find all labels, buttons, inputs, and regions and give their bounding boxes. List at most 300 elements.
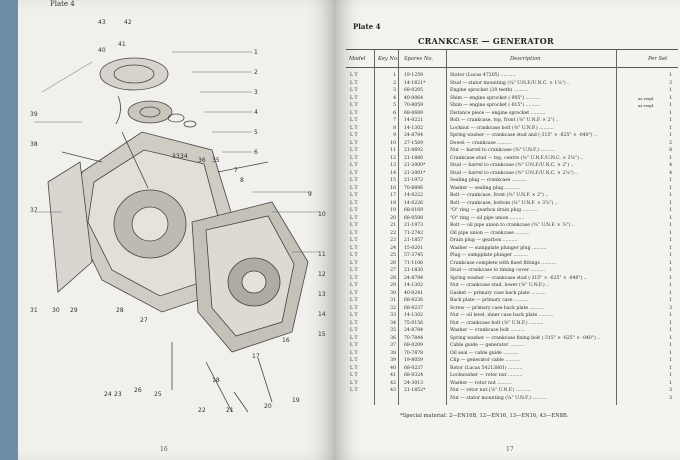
row-qty: 1 xyxy=(669,118,672,123)
table-row xyxy=(346,73,680,80)
row-qty: 3 xyxy=(669,395,672,401)
row-spares-no: 68-0237 xyxy=(404,305,424,311)
row-description: Plug — sumpplate plunger .......... xyxy=(450,253,529,258)
table-row xyxy=(346,148,680,155)
row-key-no: 35 xyxy=(390,328,396,333)
table-row xyxy=(346,343,680,350)
row-key-no: 9 xyxy=(393,133,396,138)
row-key-no: 16 xyxy=(390,185,396,191)
col-part-header: Spares No. xyxy=(404,56,434,62)
row-model: L T xyxy=(350,283,358,288)
row-model: L T xyxy=(350,155,358,161)
row-description: Nut — stator mounting (¼" U.N.F.) .......... xyxy=(450,395,547,401)
table-row xyxy=(346,246,680,253)
table-row xyxy=(346,396,680,403)
row-model: L T xyxy=(350,73,358,78)
svg-text:37: 37 xyxy=(30,207,38,214)
row-spares-no: 40-0064 xyxy=(404,95,424,101)
row-qty: 1 xyxy=(669,238,672,243)
svg-text:2: 2 xyxy=(254,69,258,76)
row-model: L T xyxy=(350,305,358,311)
row-spares-no: 14-0226 xyxy=(404,200,424,206)
svg-text:27: 27 xyxy=(140,317,148,324)
row-key-no: 24 xyxy=(390,245,396,251)
row-description: Oil pipe union — crankcase .......... xyxy=(450,230,531,236)
row-model: L T xyxy=(350,208,358,213)
row-qty: 1 xyxy=(669,373,672,378)
row-qty: 1 xyxy=(669,313,672,318)
row-qty: 8 xyxy=(669,148,672,153)
row-model: L T xyxy=(350,230,358,236)
row-qty: 1 xyxy=(669,223,672,228)
row-key-no: 4 xyxy=(393,95,396,101)
svg-text:42: 42 xyxy=(124,19,132,26)
row-note: as reqd. xyxy=(638,103,655,108)
row-spares-no: 68-0169 xyxy=(404,208,424,213)
row-key-no: 43 xyxy=(390,388,396,393)
row-qty: 3 xyxy=(669,305,672,311)
row-spares-no: 21-1852* xyxy=(404,388,426,393)
row-qty: 1 xyxy=(669,358,672,363)
row-description: Gasket — primary case back plate .......... xyxy=(450,290,546,296)
row-description: Oil seal — cable guide .......... xyxy=(450,350,518,356)
row-model: L T xyxy=(350,110,358,116)
row-key-no: 19 xyxy=(390,208,396,213)
row-key-no: 1 xyxy=(393,73,396,78)
row-spares-no: 68-0324 xyxy=(404,373,424,378)
row-description: Stud — stator mounting (¼" U.N.F./U.N.C. × 1⅞") .. xyxy=(450,80,571,86)
svg-text:4: 4 xyxy=(254,109,258,116)
row-description: Screw — primary case back plate .......... xyxy=(450,305,545,311)
row-key-no: 26 xyxy=(390,260,396,266)
row-description: Stud — barrel to crankcase (⅜" U.N.F./U.N.C. × 2") .. xyxy=(450,163,574,168)
row-description: Shim — engine sprocket (·005") .......... xyxy=(450,95,541,101)
svg-text:3: 3 xyxy=(254,89,258,96)
table-row xyxy=(346,88,680,95)
row-model: L T xyxy=(350,223,358,228)
row-model: L T xyxy=(350,260,358,266)
table-row xyxy=(346,373,680,380)
svg-text:5: 5 xyxy=(254,129,258,136)
row-spares-no: 14-1302 xyxy=(404,313,424,318)
row-key-no: 11 xyxy=(390,148,396,153)
row-spares-no: 75-0156 xyxy=(404,320,424,326)
svg-text:12: 12 xyxy=(318,271,326,278)
row-key-no: 21 xyxy=(390,223,396,228)
row-spares-no: 21-0692 xyxy=(404,148,424,153)
row-qty: 1 xyxy=(669,380,672,386)
table-row xyxy=(346,216,680,223)
table-row xyxy=(346,186,680,193)
row-spares-no: 24-8784 xyxy=(404,275,424,281)
table-row xyxy=(346,298,680,305)
svg-text:25: 25 xyxy=(154,391,162,398)
row-model: L T xyxy=(350,163,358,168)
row-key-no: 32 xyxy=(390,305,396,311)
row-qty: 1 xyxy=(669,73,672,78)
row-qty: 2 xyxy=(669,140,672,146)
table-row xyxy=(346,351,680,358)
table-row xyxy=(346,178,680,185)
table-row xyxy=(346,313,680,320)
row-model: L T xyxy=(350,215,358,221)
row-description: Lockwasher — rotor nut .......... xyxy=(450,373,523,378)
svg-text:39: 39 xyxy=(30,111,38,118)
row-description: Nut — rotor nut (⅝" U.N.F.) .......... xyxy=(450,388,531,393)
svg-text:41: 41 xyxy=(118,41,126,48)
row-model: L T xyxy=(350,388,358,393)
row-model: L T xyxy=(350,88,358,93)
table-row xyxy=(346,231,680,238)
svg-text:1: 1 xyxy=(254,49,258,56)
row-description: Back plate — primary case .......... xyxy=(450,298,529,303)
row-model: L T xyxy=(350,80,358,86)
row-model: L T xyxy=(350,140,358,146)
row-description: Nut — oil level, inner case back plate .......... xyxy=(450,313,554,318)
row-key-no: 30 xyxy=(390,290,396,296)
row-spares-no: 40-0241 xyxy=(404,290,424,296)
row-qty: 1 xyxy=(669,268,672,273)
special-material-footnote: *Special material: 2—EN16B, 12—EN16, 13—EN16, 43—EN8B. xyxy=(400,413,569,419)
row-model: L T xyxy=(350,185,358,191)
svg-text:19: 19 xyxy=(292,397,300,404)
row-qty: 1 xyxy=(669,95,672,101)
svg-text:40: 40 xyxy=(98,47,106,54)
row-description: Rotor (Lucas 54213801) .......... xyxy=(450,365,523,371)
row-description: Bolt — oil pipe union to crankcase (⅜" U.N.F. × ⅞") .. xyxy=(450,223,575,228)
row-description: Cable guide — generator .......... xyxy=(450,343,525,348)
table-row xyxy=(346,328,680,335)
svg-text:6: 6 xyxy=(254,149,258,156)
table-header-rule xyxy=(346,67,678,68)
svg-text:43: 43 xyxy=(98,19,106,26)
row-key-no: 29 xyxy=(390,283,396,288)
row-model: L T xyxy=(350,200,358,206)
row-spares-no: 14-1302 xyxy=(404,125,424,131)
row-qty: 1 xyxy=(669,365,672,371)
table-row xyxy=(346,156,680,163)
row-description: Dowel — crankcase .......... xyxy=(450,140,512,146)
row-spares-no: 71-1106 xyxy=(404,260,424,266)
svg-text:7: 7 xyxy=(234,167,238,174)
row-key-no: 3 xyxy=(393,88,396,93)
svg-text:9: 9 xyxy=(308,191,312,198)
row-model: L T xyxy=(350,320,358,326)
svg-text:11: 11 xyxy=(318,251,326,258)
table-row xyxy=(346,103,680,110)
row-spares-no: 70-7878 xyxy=(404,350,424,356)
row-spares-no: 24-8784 xyxy=(404,133,424,138)
row-key-no: 13 xyxy=(390,163,396,168)
row-spares-no: 70-8896 xyxy=(404,185,424,191)
row-key-no: 33 xyxy=(390,313,396,318)
row-key-no: 39 xyxy=(390,358,396,363)
table-row xyxy=(346,141,680,148)
row-key-no: 40 xyxy=(390,365,396,371)
table-row xyxy=(346,366,680,373)
row-description: Crankcase stud — top, centre (⅜" U.N.F./U.N.C. × 3⅛") .. xyxy=(450,155,584,161)
row-model: L T xyxy=(350,335,358,341)
row-qty: 4 xyxy=(669,163,672,168)
row-description: Nut — crankcase bolt (⅜" U.N.F.) .......... xyxy=(450,320,544,326)
row-description: Bolt — crankcase, bottom (⅜" U.N.F. × 3⅞") .. xyxy=(450,200,558,206)
row-model: L T xyxy=(350,170,358,176)
svg-text:36: 36 xyxy=(198,157,206,164)
row-key-no: 5 xyxy=(393,103,396,108)
row-description: Washer — sealing plug .......... xyxy=(450,185,520,191)
col-per-header: Per Set xyxy=(648,56,668,62)
row-spares-no: 68-0205 xyxy=(404,88,424,93)
svg-text:14: 14 xyxy=(318,311,326,318)
svg-text:10: 10 xyxy=(318,211,326,218)
table-row xyxy=(346,336,680,343)
row-spares-no: 21-1972 xyxy=(404,178,424,183)
table-row xyxy=(346,283,680,290)
row-spares-no: 68-0598 xyxy=(404,215,424,221)
row-spares-no: 19-1259 xyxy=(404,73,424,78)
row-key-no: 37 xyxy=(390,343,396,348)
row-key-no: 42 xyxy=(390,380,396,386)
row-model: L T xyxy=(350,193,358,198)
row-description: Distance piece — engine sprocket .......... xyxy=(450,110,546,116)
row-description: Spring washer — crankcase stud and (·315" × ·625" × ·040") .. xyxy=(450,133,597,138)
svg-text:21: 21 xyxy=(226,407,234,414)
row-model: L T xyxy=(350,328,358,333)
row-key-no: 31 xyxy=(390,298,396,303)
svg-text:24: 24 xyxy=(104,391,112,398)
svg-text:15: 15 xyxy=(318,331,326,338)
row-qty: 1 xyxy=(669,230,672,236)
row-key-no: 25 xyxy=(390,253,396,258)
row-model: L T xyxy=(350,103,358,108)
row-qty: 1 xyxy=(669,88,672,93)
table-row xyxy=(346,358,680,365)
row-qty: 1 xyxy=(669,103,672,108)
row-description: Spring washer — crankcase stud (·315" × ·625" × ·040") .. xyxy=(450,275,587,281)
row-model: L T xyxy=(350,275,358,281)
row-spares-no: 21-1830 xyxy=(404,268,424,273)
row-model: L T xyxy=(350,380,358,386)
row-description: Stud — barrel to crankcase (⅜" U.N.F./U.N.C. × 2⅞") .. xyxy=(450,170,579,176)
table-row xyxy=(346,223,680,230)
row-description: Washer — sumpplate plunger plug .......... xyxy=(450,245,547,251)
table-row xyxy=(346,381,680,388)
row-spares-no: 70-8059 xyxy=(404,103,424,108)
table-row xyxy=(346,388,680,395)
row-qty: 1 xyxy=(669,253,672,258)
table-row xyxy=(346,208,680,215)
row-qty: 3 xyxy=(669,80,672,86)
row-key-no: 23 xyxy=(390,238,396,243)
row-spares-no: 14-0222 xyxy=(404,193,424,198)
svg-text:22: 22 xyxy=(198,407,206,414)
row-key-no: 8 xyxy=(393,125,396,131)
row-key-no: 12 xyxy=(390,155,396,161)
row-key-no: 20 xyxy=(390,215,396,221)
row-description: Washer — crankcase bolt .......... xyxy=(450,328,525,333)
left-page-number: 16 xyxy=(160,446,168,453)
table-row xyxy=(346,171,680,178)
row-key-no: 10 xyxy=(390,140,396,146)
row-spares-no: 57-3745 xyxy=(404,253,424,258)
table-top-rule xyxy=(346,49,678,50)
row-model: L T xyxy=(350,298,358,303)
row-model: L T xyxy=(350,238,358,243)
row-key-no: 22 xyxy=(390,230,396,236)
row-description: Shim — engine sprocket (·015") .......... xyxy=(450,103,541,108)
row-note: as reqd. xyxy=(638,95,655,101)
row-qty: 1 xyxy=(669,155,672,161)
row-spares-no: 21-1973 xyxy=(404,223,424,228)
svg-text:18: 18 xyxy=(212,377,220,384)
row-description: Engine sprocket (28 teeth) .......... xyxy=(450,88,529,93)
row-spares-no: 24-8784 xyxy=(404,328,424,333)
row-model: L T xyxy=(350,290,358,296)
table-row xyxy=(346,96,680,103)
row-key-no: 14 xyxy=(390,170,396,176)
row-model: L T xyxy=(350,125,358,131)
right-page-number: 17 xyxy=(506,446,514,453)
table-row xyxy=(346,133,680,140)
svg-text:33: 33 xyxy=(172,153,180,160)
row-spares-no: 68-0237 xyxy=(404,365,424,371)
svg-text:26: 26 xyxy=(134,387,142,394)
row-qty: 1 xyxy=(669,185,672,191)
svg-text:34: 34 xyxy=(180,153,188,160)
row-qty: 1 xyxy=(669,208,672,213)
table-title: CRANKCASE — GENERATOR xyxy=(418,36,554,46)
row-qty: 1 xyxy=(669,335,672,341)
row-spares-no: 21-2001* xyxy=(404,170,426,176)
svg-text:38: 38 xyxy=(30,141,38,148)
col-key-header: Key No. xyxy=(378,56,399,62)
row-spares-no: 15-0201 xyxy=(404,245,424,251)
row-qty: 1 xyxy=(669,133,672,138)
row-description: Nut — barrel to crankcase (⅜" U.N.F.) .......... xyxy=(450,148,555,153)
row-key-no: 18 xyxy=(390,200,396,206)
table-row xyxy=(346,238,680,245)
row-qty: 1 xyxy=(669,260,672,266)
svg-text:35: 35 xyxy=(212,157,220,164)
row-key-no: 17 xyxy=(390,193,396,198)
row-model: L T xyxy=(350,245,358,251)
row-spares-no: 14-0221 xyxy=(404,118,424,123)
row-model: L T xyxy=(350,178,358,183)
row-qty: 1 xyxy=(669,178,672,183)
row-spares-no: 68-0209 xyxy=(404,343,424,348)
row-spares-no: 24-3013 xyxy=(404,380,424,386)
row-description: Crankcase complete with fixed fittings .......... xyxy=(450,260,556,266)
row-description: Locknut — crankcase bolt (⅜" U.N.F.) .......... xyxy=(450,125,554,131)
row-spares-no: 21-2000* xyxy=(404,163,426,168)
table-row xyxy=(346,291,680,298)
row-key-no: 2 xyxy=(393,80,396,86)
row-key-no: 34 xyxy=(390,320,396,326)
table-row xyxy=(346,306,680,313)
row-spares-no: 19-8059 xyxy=(404,358,424,363)
row-qty: 1 xyxy=(669,200,672,206)
row-key-no: 15 xyxy=(390,178,396,183)
row-model: L T xyxy=(350,148,358,153)
book-cover-edge xyxy=(0,0,18,460)
row-spares-no: 70-7844 xyxy=(404,335,424,341)
svg-text:28: 28 xyxy=(116,307,124,314)
row-spares-no: 21-1880 xyxy=(404,155,424,161)
row-spares-no: 14-1621* xyxy=(404,80,426,86)
row-qty: 1 xyxy=(669,343,672,348)
row-qty: 3 xyxy=(669,388,672,393)
svg-text:31: 31 xyxy=(30,307,38,314)
row-description: Sealing plug — crankcase .......... xyxy=(450,178,527,183)
row-model: L T xyxy=(350,133,358,138)
row-description: Stator (Lucas 47205) .......... xyxy=(450,73,516,78)
row-description: Washer — rotor nut .......... xyxy=(450,380,512,386)
table-row xyxy=(346,193,680,200)
row-qty: 1 xyxy=(669,193,672,198)
col-model-header: Model xyxy=(349,56,366,62)
left-plate-label: Plate 4 xyxy=(50,0,75,8)
col-desc-header: Description xyxy=(510,56,541,62)
table-row xyxy=(346,321,680,328)
row-qty: 4 xyxy=(669,170,672,176)
row-qty: 1 xyxy=(669,275,672,281)
row-qty: 1 xyxy=(669,283,672,288)
row-description: Spring washer — crankcase fixing bolt (·315" × ·625" × ·040") .. xyxy=(450,335,601,341)
table-row xyxy=(346,276,680,283)
row-key-no: 7 xyxy=(393,118,396,123)
row-spares-no: 68-0689 xyxy=(404,110,424,116)
row-qty: 1 xyxy=(669,328,672,333)
row-key-no: 38 xyxy=(390,350,396,356)
table-row xyxy=(346,253,680,260)
row-qty: 1 xyxy=(669,350,672,356)
row-qty: 1 xyxy=(669,110,672,116)
table-row xyxy=(346,261,680,268)
svg-text:29: 29 xyxy=(70,307,78,314)
row-model: L T xyxy=(350,118,358,123)
svg-text:17: 17 xyxy=(252,353,260,360)
row-model: L T xyxy=(350,365,358,371)
row-description: "O" ring — oil pipe union .......... xyxy=(450,215,525,221)
table-row xyxy=(346,126,680,133)
row-spares-no: 68-0236 xyxy=(404,298,424,303)
row-description: Nut — crankcase stud, lower (⅜" U.N.F.) .. xyxy=(450,283,550,288)
row-model: L T xyxy=(350,373,358,378)
row-description: Drain plug — gearbox .......... xyxy=(450,238,518,243)
row-model: L T xyxy=(350,313,358,318)
row-key-no: 27 xyxy=(390,268,396,273)
row-description: "O" ring — gearbox drain plug .......... xyxy=(450,208,538,213)
row-qty: 1 xyxy=(669,298,672,303)
table-row xyxy=(346,163,680,170)
right-plate-label: Plate 4 xyxy=(353,22,381,31)
row-description: Bolt — crankcase, top, front (⅜" U.N.F. × 2") .. xyxy=(450,118,559,123)
svg-text:23: 23 xyxy=(114,391,122,398)
table-row xyxy=(346,81,680,88)
row-description: Stud — crankcase to timing cover .......... xyxy=(450,268,545,273)
table-row xyxy=(346,111,680,118)
table-row xyxy=(346,118,680,125)
row-key-no: 6 xyxy=(393,110,396,116)
row-spares-no: 27-1569 xyxy=(404,140,424,146)
row-model: L T xyxy=(350,268,358,273)
row-key-no: 28 xyxy=(390,275,396,281)
exploded-crankcase-diagram xyxy=(22,12,328,417)
row-qty: 1 xyxy=(669,290,672,296)
row-qty: 1 xyxy=(669,215,672,221)
table-row xyxy=(346,201,680,208)
row-qty: 1 xyxy=(669,320,672,326)
